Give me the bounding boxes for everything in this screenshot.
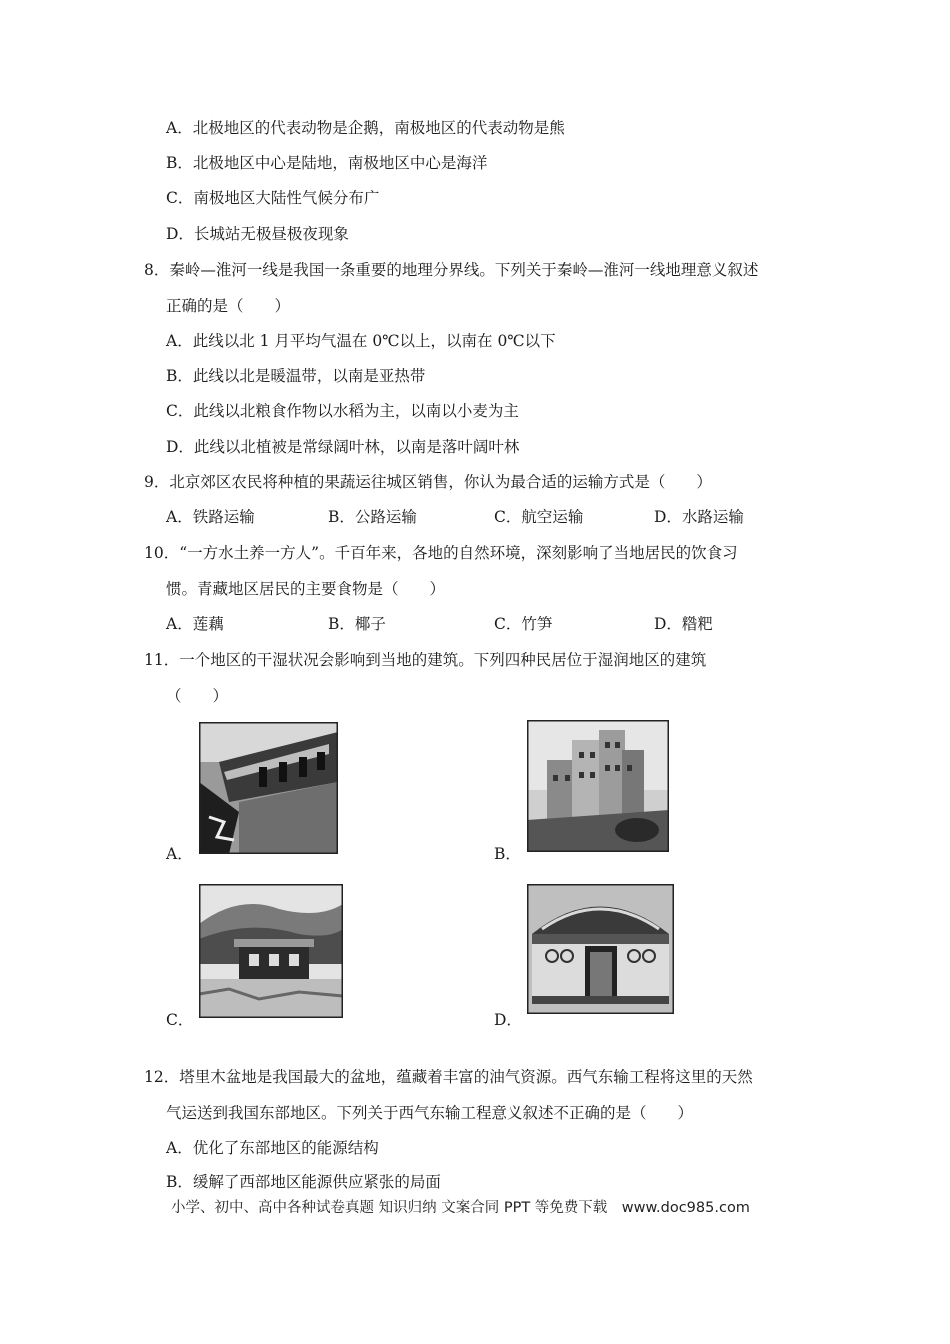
- photo-b-stone-buildings: [527, 720, 669, 852]
- q11-label-a: A．: [166, 845, 193, 863]
- photo-d-yurt: [527, 884, 674, 1014]
- q10-option-c: C．竹笋: [494, 615, 553, 633]
- q9-stem: 9．北京郊区农民将种植的果蔬运往城区销售，你认为最合适的运输方式是（ ）: [144, 473, 712, 491]
- photo-a-waterside-houses: [199, 722, 338, 854]
- q11-stem-line1: 11．一个地区的干湿状况会影响到当地的建筑。下列四种民居位于湿润地区的建筑: [144, 651, 707, 669]
- q8-stem-line1: 8．秦岭—淮河一线是我国一条重要的地理分界线。下列关于秦岭—淮河一线地理意义叙述: [144, 261, 759, 279]
- q7-option-b: B．北极地区中心是陆地，南极地区中心是海洋: [166, 154, 488, 172]
- q8-option-c: C．此线以北粮食作物以水稻为主，以南以小麦为主: [166, 402, 519, 420]
- q9-option-a: A．铁路运输: [166, 508, 255, 526]
- q7-option-d: D．长城站无极昼极夜现象: [166, 225, 349, 243]
- q10-stem-line2: 惯。青藏地区居民的主要食物是（ ）: [166, 580, 446, 598]
- q8-option-d: D．此线以北植被是常绿阔叶林，以南是落叶阔叶林: [166, 438, 520, 456]
- page-footer-link[interactable]: 小学、初中、高中各种试卷真题 知识归纳 文案合同 PPT 等免费下载 www.doc985.com: [171, 1200, 750, 1216]
- q11-label-c: C．: [166, 1011, 194, 1029]
- photo-c-hillside-dwelling: [199, 884, 343, 1018]
- q8-option-b: B．此线以北是暖温带，以南是亚热带: [166, 367, 426, 385]
- q8-option-a: A．此线以北 1 月平均气温在 0℃以上，以南在 0℃以下: [166, 332, 556, 350]
- q9-option-c: C．航空运输: [494, 508, 584, 526]
- q12-option-b: B．缓解了西部地区能源供应紧张的局面: [166, 1173, 441, 1191]
- q12-option-a: A．优化了东部地区的能源结构: [166, 1139, 379, 1157]
- q10-stem-line1: 10．“一方水土养一方人”。千百年来，各地的自然环境，深刻影响了当地居民的饮食习: [144, 544, 738, 562]
- q7-option-a: A．北极地区的代表动物是企鹅，南极地区的代表动物是熊: [166, 119, 565, 137]
- q10-option-b: B．椰子: [328, 615, 386, 633]
- q12-stem-line2: 气运送到我国东部地区。下列关于西气东输工程意义叙述不正确的是（ ）: [166, 1104, 694, 1122]
- q11-stem-line2: （ ）: [166, 687, 229, 705]
- q9-option-d: D．水路运输: [654, 508, 744, 526]
- q10-option-a: A．莲藕: [166, 615, 224, 633]
- q7-option-c: C．南极地区大陆性气候分布广: [166, 189, 380, 207]
- q11-label-d: D．: [494, 1011, 522, 1029]
- q12-stem-line1: 12．塔里木盆地是我国最大的盆地，蕴藏着丰富的油气资源。西气东输工程将这里的天然: [144, 1068, 753, 1086]
- q9-option-b: B．公路运输: [328, 508, 417, 526]
- q11-label-b: B．: [494, 845, 521, 863]
- q8-stem-line2: 正确的是（ ）: [166, 297, 291, 315]
- q10-option-d: D．糌粑: [654, 615, 713, 633]
